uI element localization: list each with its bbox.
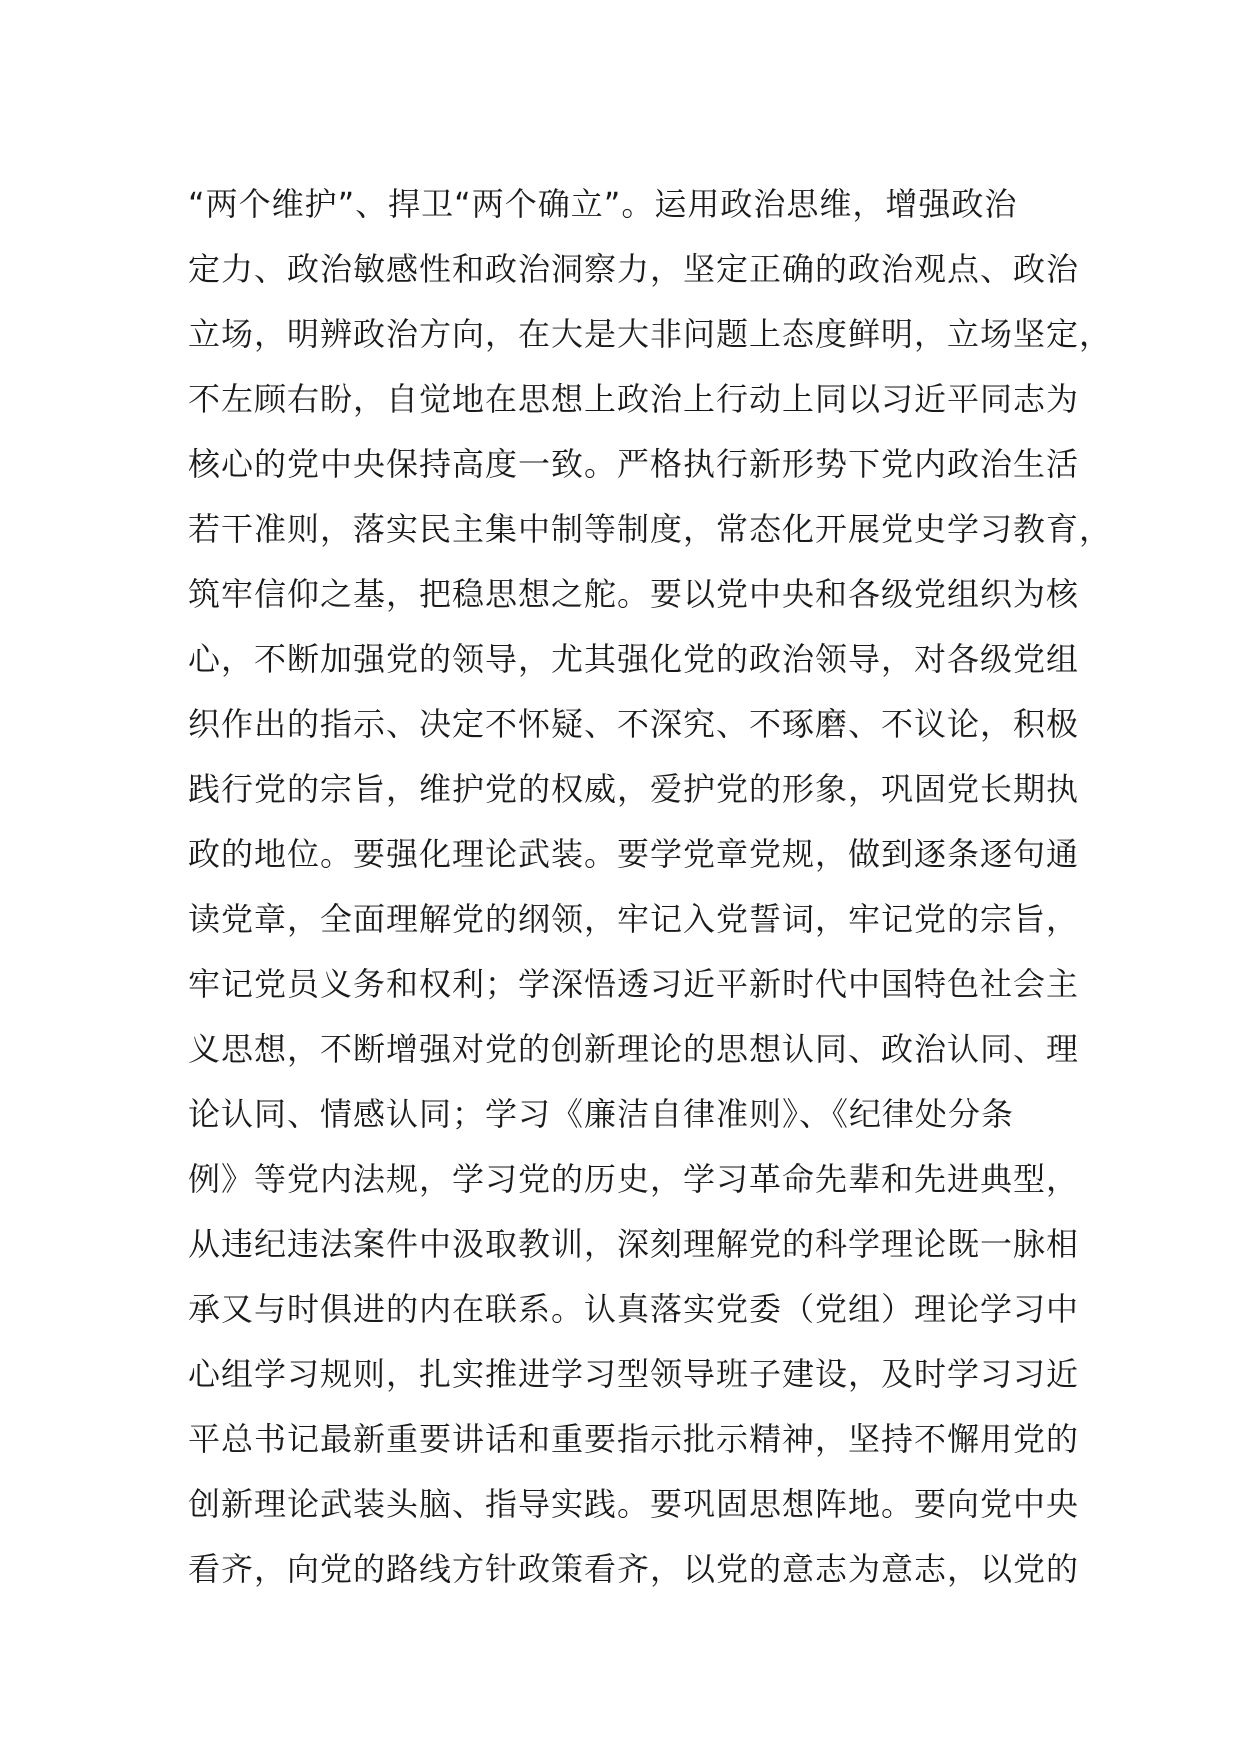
- text-line: 牢记党员义务和权利；学深悟透习近平新时代中国特色社会主: [188, 965, 1080, 1003]
- text-line: 平总书记最新重要讲话和重要指示批示精神，坚持不懈用党的: [188, 1420, 1080, 1458]
- text-line: 看齐，向党的路线方针政策看齐，以党的意志为意志，以党的: [188, 1550, 1080, 1588]
- text-line: 政的地位。要强化理论武装。要学党章党规，做到逐条逐句通: [188, 835, 1080, 873]
- text-line: 承又与时俱进的内在联系。认真落实党委（党组）理论学习中: [188, 1290, 1080, 1328]
- text-line: 论认同、情感认同；学习《廉洁自律准则》、《纪律处分条: [188, 1095, 1015, 1133]
- text-line: 心，不断加强党的领导，尤其强化党的政治领导，对各级党组: [188, 640, 1080, 678]
- text-line: 心组学习规则，扎实推进学习型领导班子建设，及时学习习近: [188, 1355, 1080, 1393]
- text-line: 若干准则，落实民主集中制等制度，常态化开展党史学习教育，: [188, 510, 1113, 548]
- text-line: 核心的党中央保持高度一致。严格执行新形势下党内政治生活: [188, 445, 1080, 483]
- text-line: 读党章，全面理解党的纲领，牢记入党誓词，牢记党的宗旨，: [188, 900, 1080, 938]
- text-line: 定力、政治敏感性和政治洞察力，坚定正确的政治观点、政治: [188, 250, 1080, 288]
- text-line: 不左顾右盼，自觉地在思想上政治上行动上同以习近平同志为: [188, 380, 1080, 418]
- text-line: 例》等党内法规，学习党的历史，学习革命先辈和先进典型，: [188, 1160, 1080, 1198]
- text-line: 义思想，不断增强对党的创新理论的思想认同、政治认同、理: [188, 1030, 1080, 1068]
- body-paragraph: [188, 172, 1113, 1602]
- text-line: 立场，明辨政治方向，在大是大非问题上态度鲜明，立场坚定，: [188, 315, 1113, 353]
- text-line: 织作出的指示、决定不怀疑、不深究、不琢磨、不议论，积极: [188, 705, 1080, 743]
- text-line: 践行党的宗旨，维护党的权威，爱护党的形象，巩固党长期执: [188, 770, 1080, 808]
- text-line: “两个维护”、捍卫“两个确立”。运用政治思维，增强政治: [188, 185, 1018, 223]
- text-line: 从违纪违法案件中汲取教训，深刻理解党的科学理论既一脉相: [188, 1225, 1080, 1263]
- text-line: 创新理论武装头脑、指导实践。要巩固思想阵地。要向党中央: [188, 1485, 1080, 1523]
- text-line: 筑牢信仰之基，把稳思想之舵。要以党中央和各级党组织为核: [188, 575, 1080, 613]
